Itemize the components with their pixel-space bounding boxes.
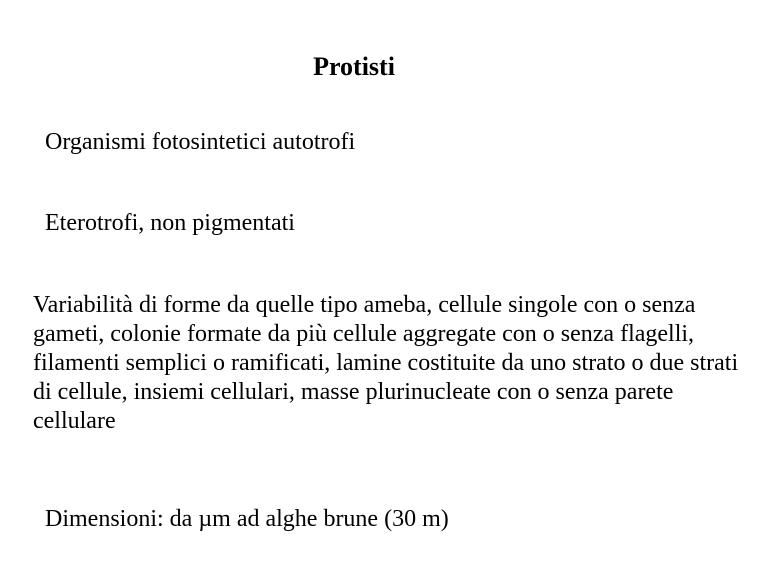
autotrophs-text: Organismi fotosintetici autotrofi (45, 129, 356, 155)
variability-paragraph: Variabilità di forme da quelle tipo ameba, cellule singole con o senza gameti, colonie formate da più cellule aggregate con o senza flagelli, filamenti semplici o ramificati, lamine costituite da uno strato o due strati di cellule, insiemi cellulari, masse plurinucleate con o senza parete cellulare (33, 292, 739, 434)
dimensions-text: Dimensioni: da µm ad alghe brune (30 m) (45, 506, 449, 532)
heterotrophs-text: Eterotrofi, non pigmentati (45, 210, 295, 236)
slide-title: Protisti (313, 52, 395, 81)
